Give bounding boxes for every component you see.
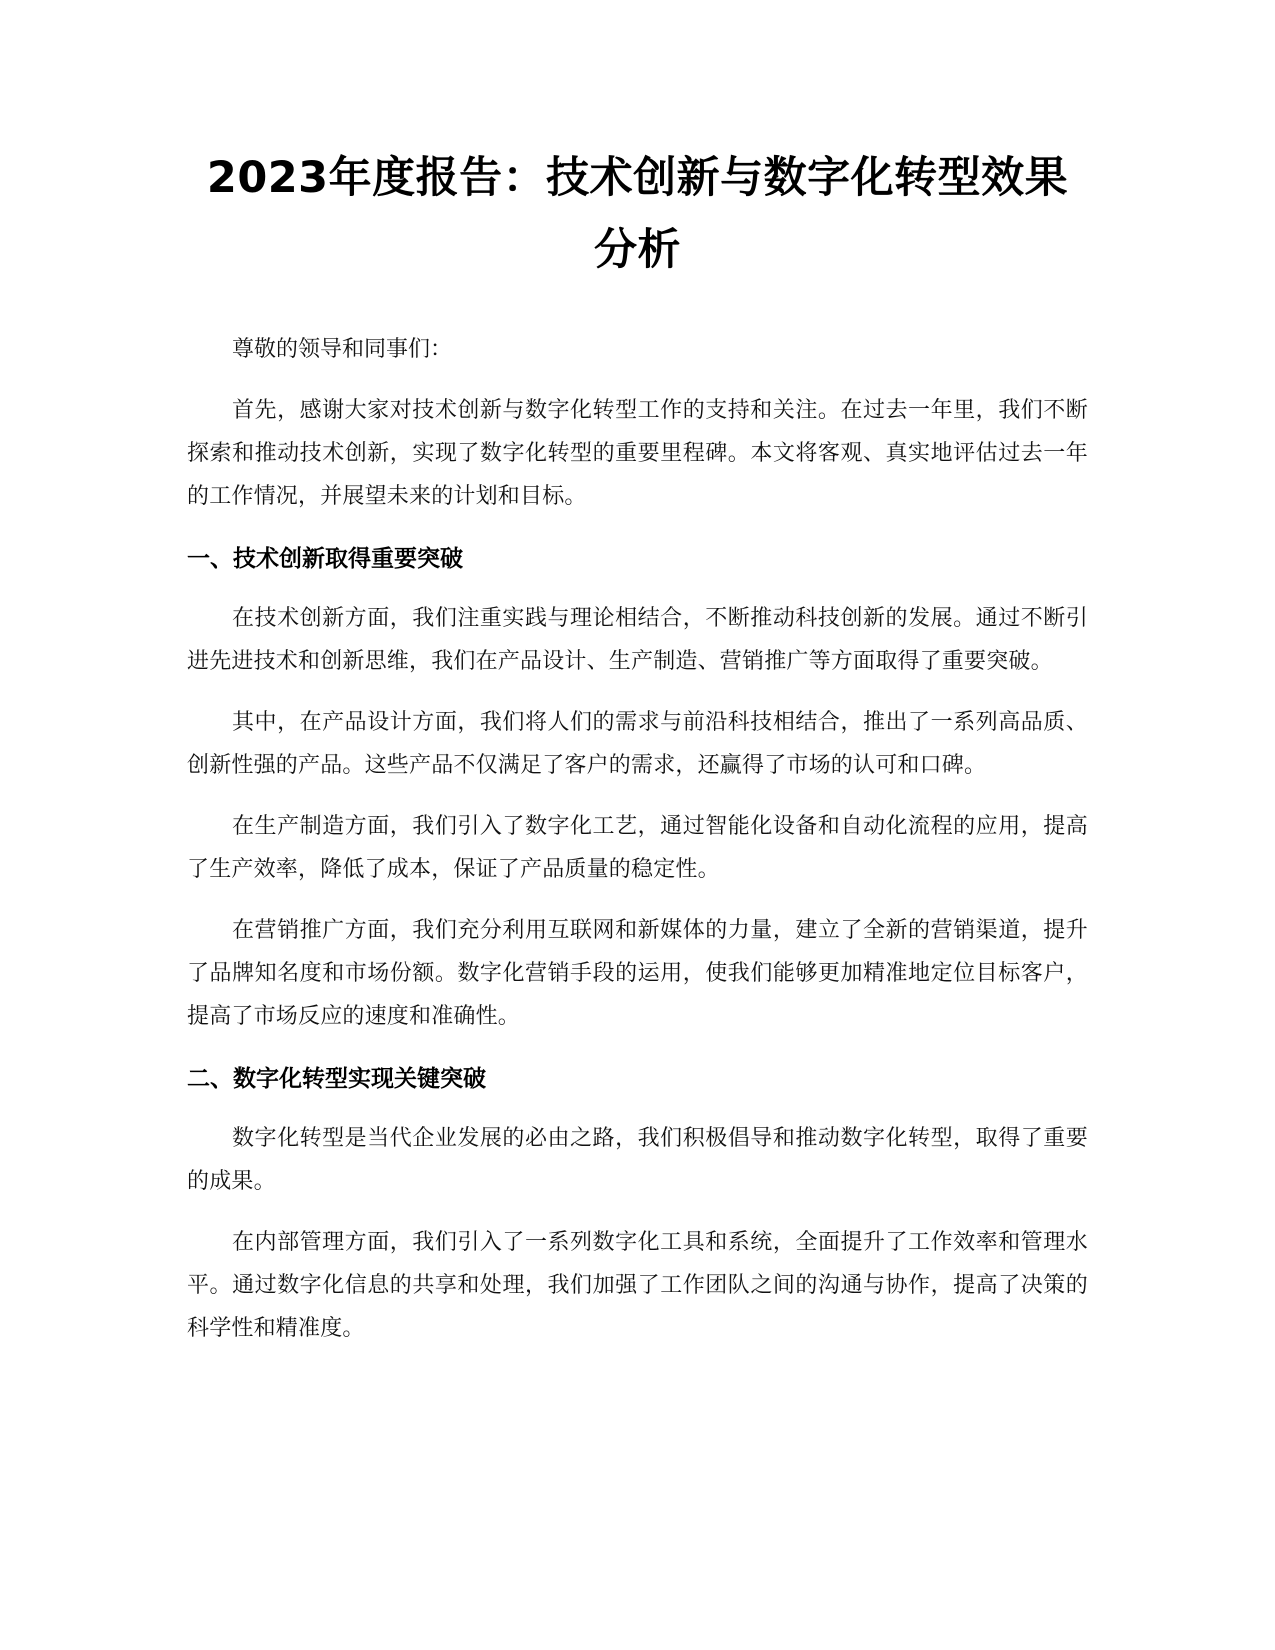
section-1-heading: 一、技术创新取得重要突破 [187, 546, 463, 572]
section-1-paragraph-1: 在技术创新方面，我们注重实践与理论相结合，不断推动科技创新的发展。通过不断引进先进技术和创新思维，我们在产品设计、生产制造、营销推广等方面取得了重要突破。 [187, 606, 1088, 674]
salutation: 尊敬的领导和同事们： [232, 337, 453, 362]
intro-paragraph: 首先，感谢大家对技术创新与数字化转型工作的支持和关注。在过去一年里，我们不断探索和推动技术创新，实现了数字化转型的重要里程碑。本文将客观、真实地评估过去一年的工作情况，并展望未来的计划和目标。 [187, 398, 1088, 509]
title-line-2: 分析 [594, 225, 681, 275]
section-2-heading: 二、数字化转型实现关键突破 [187, 1066, 486, 1092]
section-1-paragraph-3: 在生产制造方面，我们引入了数字化工艺，通过智能化设备和自动化流程的应用，提高了生产效率，降低了成本，保证了产品质量的稳定性。 [187, 814, 1088, 882]
section-2-paragraph-1: 数字化转型是当代企业发展的必由之路，我们积极倡导和推动数字化转型，取得了重要的成果。 [187, 1126, 1088, 1194]
section-2-paragraph-2: 在内部管理方面，我们引入了一系列数字化工具和系统，全面提升了工作效率和管理水平。通过数字化信息的共享和处理，我们加强了工作团队之间的沟通与协作，提高了决策的科学性和精准度。 [187, 1230, 1088, 1341]
document-title [187, 142, 1088, 286]
section-1-paragraph-2: 其中，在产品设计方面，我们将人们的需求与前沿科技相结合，推出了一系列高品质、创新性强的产品。这些产品不仅满足了客户的需求，还赢得了市场的认可和口碑。 [187, 710, 1088, 778]
section-1-paragraph-4: 在营销推广方面，我们充分利用互联网和新媒体的力量，建立了全新的营销渠道，提升了品牌知名度和市场份额。数字化营销手段的运用，使我们能够更加精准地定位目标客户，提高了市场反应的速度和准确性。 [187, 918, 1088, 1029]
title-line-1: 2023年度报告：技术创新与数字化转型效果 [206, 153, 1069, 203]
